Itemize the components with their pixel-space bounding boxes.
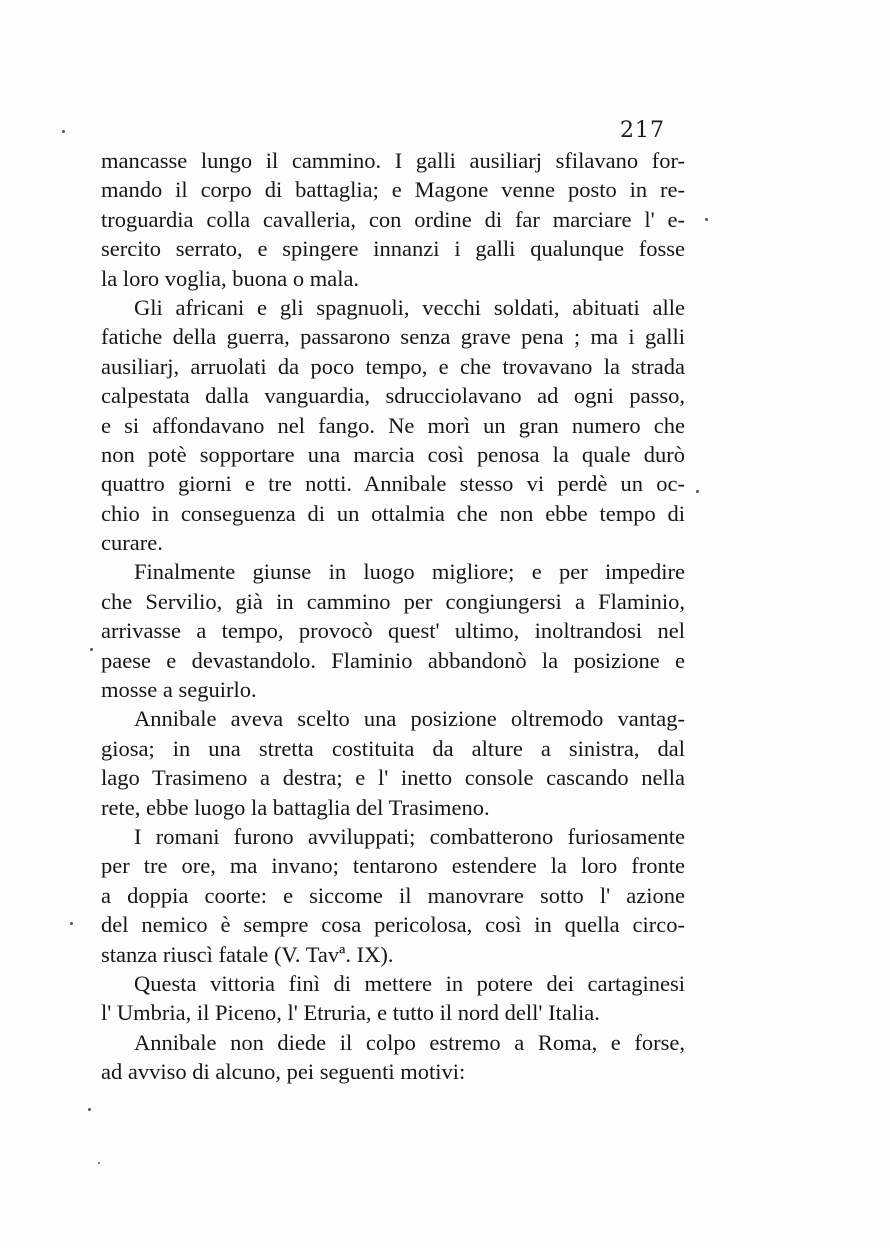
text-line: l' Umbria, il Piceno, l' Etruria, e tutto il nord dell' Italia. [101,1000,600,1026]
text-line: troguardia colla cavalleria, con ordine di far marciare l' e- [101,206,685,232]
text-line: lago Trasimeno a destra; e l' inetto console cascando nella [101,765,685,791]
text-line: non potè sopportare una marcia così penosa la quale durò [101,441,685,467]
text-line: per tre ore, ma invano; tentarono estendere la loro fronte [101,853,685,879]
text-line: Annibale aveva scelto una posizione oltremodo vantag- [134,706,685,732]
text-line: Gli africani e gli spagnuoli, vecchi soldati, abituati alle [134,294,685,320]
scan-speck [98,1162,100,1164]
text-line: quattro giorni e tre notti. Annibale stesso vi perdè un oc- [101,471,685,497]
text-line: sercito serrato, e spingere innanzi i galli qualunque fosse [101,236,685,262]
text-line: arrivasse a tempo, provocò quest' ultimo, inoltrandosi nel [101,618,685,644]
scan-speck [90,648,93,651]
text-line: ausiliarj, arruolati da poco tempo, e che trovavano la strada [101,353,685,379]
scan-speck [62,130,65,133]
text-line: I romani furono avviluppati; combatterono furiosamente [134,823,685,849]
text-line: curare. [101,530,163,556]
text-line: calpestata dalla vanguardia, sdrucciolavano ad ogni passo, [101,383,685,409]
scan-speck [705,218,708,221]
text-line: paese e devastandolo. Flaminio abbandonò la posizione e [101,647,685,673]
body-text [101,146,685,1087]
text-line: del nemico è sempre cosa pericolosa, così in quella circo- [101,912,685,938]
text-line: chio in conseguenza di un ottalmia che non ebbe tempo di [101,500,685,526]
text-line: Questa vittoria finì di mettere in potere dei cartaginesi [134,970,685,996]
text-line: Finalmente giunse in luogo migliore; e per impedire [134,559,685,585]
text-line: mosse a seguirlo. [101,677,257,703]
text-line: mando il corpo di battaglia; e Magone venne posto in re- [101,177,685,203]
text-line: mancasse lungo il cammino. I galli ausiliarj sfilavano for- [101,148,685,173]
text-line: ad avviso di alcuno, pei seguenti motivi: [101,1059,466,1085]
scan-speck [70,922,73,925]
scan-speck [696,490,699,493]
text-line: stanza riuscì fatale (V. Tavª. IX). [101,941,394,967]
text-line: e si affondavano nel fango. Ne morì un gran numero che [101,412,685,438]
text-line: la loro voglia, buona o mala. [101,265,360,291]
text-line: fatiche della guerra, passarono senza grave pena ; ma i galli [101,324,685,350]
text-line: che Servilio, già in cammino per congiungersi a Flaminio, [101,588,685,614]
text-line: a doppia coorte: e siccome il manovrare sotto l' azione [101,882,685,908]
page-number: 217 [620,118,665,143]
text-line: rete, ebbe luogo la battaglia del Trasimeno. [101,794,490,820]
text-line: Annibale non diede il colpo estremo a Roma, e forse, [134,1029,685,1055]
text-line: giosa; in una stretta costituita da alture a sinistra, dal [101,735,685,761]
scan-speck [88,1108,91,1111]
